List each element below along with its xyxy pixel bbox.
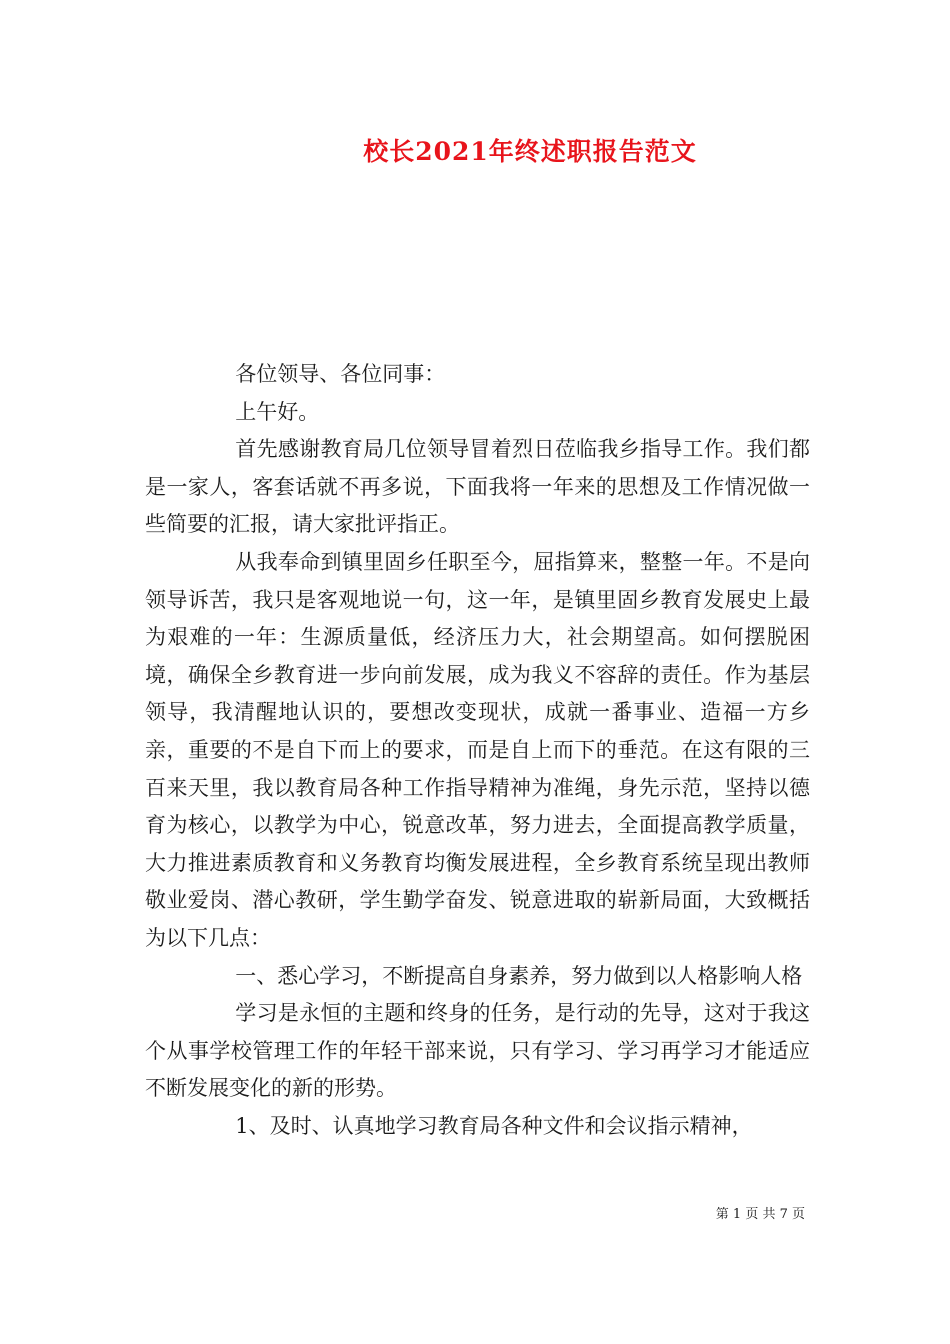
greeting-paragraph: 上午好。 bbox=[235, 399, 320, 424]
body-paragraph: 首先感谢教育局几位领导冒着烈日莅临我乡指导工作。我们都是一家人，客套话就不再多说，下面我将一年来的思想及工作情况做一些简要的汇报，请大家批评指正。 bbox=[145, 437, 810, 537]
section-heading: 一、悉心学习，不断提高自身素养，努力做到以人格影响人格 bbox=[235, 963, 803, 988]
salutation-paragraph: 各位领导、各位同事： bbox=[235, 362, 446, 386]
body-paragraph: 学习是永恒的主题和终身的任务，是行动的先导，这对于我这个从事学校管理工作的年轻干部来说，只有学习、学习再学习才能适应不断发展变化的新的形势。 bbox=[145, 1001, 810, 1101]
document-body bbox=[145, 356, 810, 1145]
page-number-footer: 第 1 页 共 7 页 bbox=[715, 1207, 805, 1222]
document-title: 校长2021年终述职报告范文 bbox=[363, 137, 697, 166]
body-paragraph: 从我奉命到镇里固乡任职至今，屈指算来，整整一年。不是向领导诉苦，我只是客观地说一句，这一年，是镇里固乡教育发展史上最为艰难的一年：生源质量低，经济压力大，社会期望高。如何摆脱困境，确保全乡教育进一步向前发展，成为我义不容辞的责任。作为基层领导，我清醒地认识的，要想改变现状，成就一番事业、造福一方乡亲，重要的不是自下而上的要求，而是自上而下的垂范。在这有限的三百来天里，我以教育局各种工作指导精神为准绳，身先示范，坚持以德育为核心，以教学为中心，锐意改革，努力进去，全面提高教学质量，大力推进素质教育和义务教育均衡发展进程，全乡教育系统呈现出教师敬业爱岗、潜心教研，学生勤学奋发、锐意进取的崭新局面，大致概括为以下几点： bbox=[145, 549, 810, 950]
list-item: 1、及时、认真地学习教育局各种文件和会议指示精神， bbox=[235, 1113, 753, 1138]
